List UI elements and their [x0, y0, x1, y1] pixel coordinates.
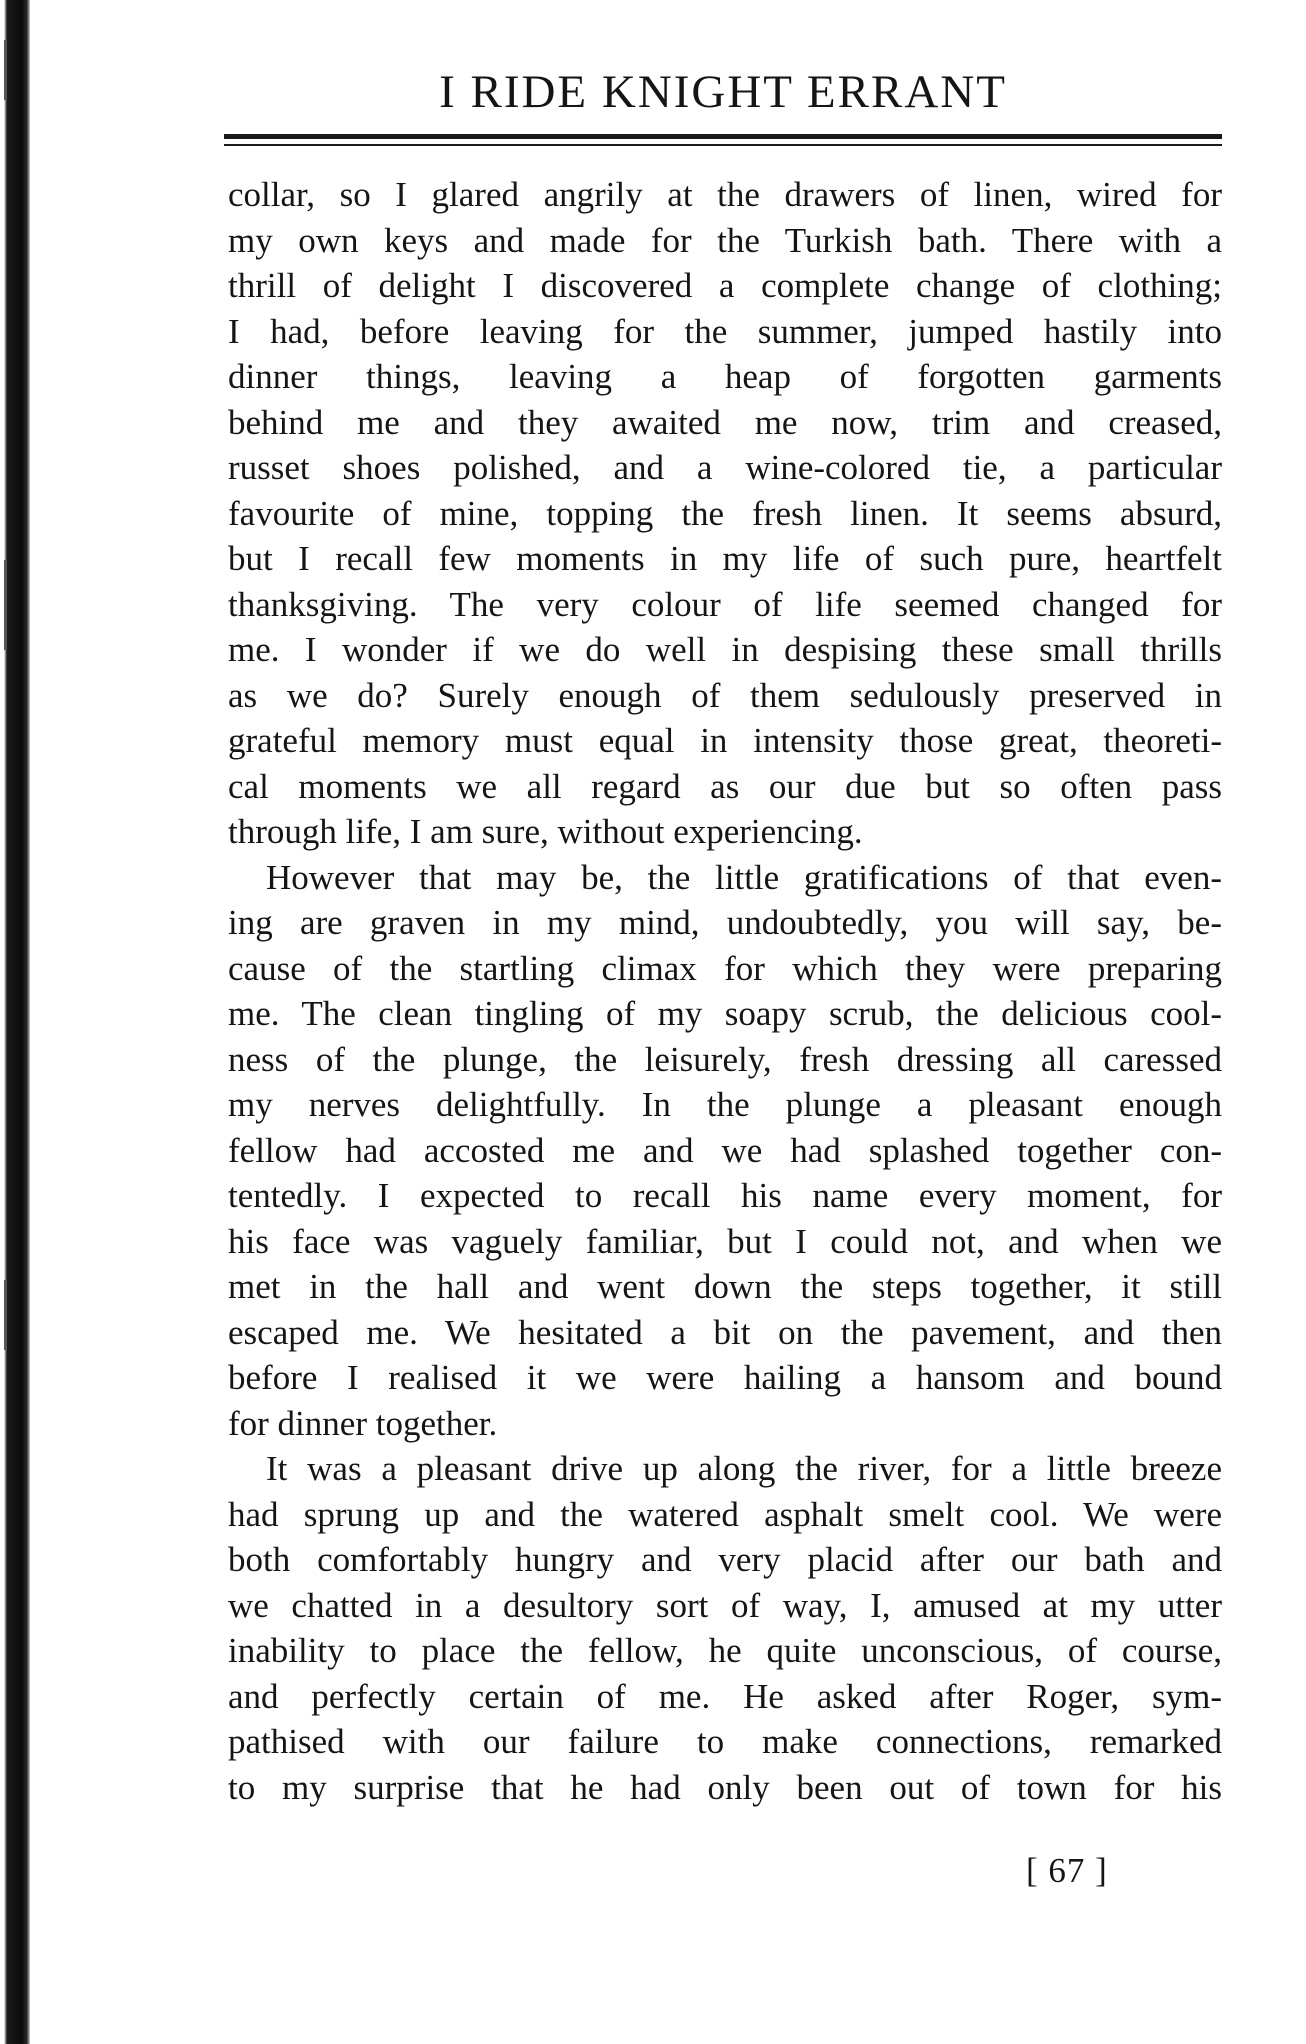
text-line: as we do? Surely enough of them sedulously preserved in: [228, 675, 1222, 715]
text-line: ness of the plunge, the leisurely, fresh dressing all caressed: [228, 1039, 1222, 1079]
scan-fleck: [4, 1280, 7, 1350]
text-line: russet shoes polished, and a wine-colored tie, a particular: [228, 448, 1222, 487]
text-line: my own keys and made for the Turkish bath. There with a: [228, 220, 1222, 260]
text-line: met in the hall and went down the steps together, it still: [228, 1267, 1222, 1306]
body-text: [228, 172, 1222, 1810]
text-line: thrill of delight I discovered a complete change of clothing;: [228, 266, 1222, 305]
paragraph-end-line: through life, I am sure, without experiencing.: [228, 812, 863, 851]
text-line: his face was vaguely familiar, but I could not, and when we: [228, 1221, 1222, 1261]
paragraph-end-line: for dinner together.: [228, 1403, 498, 1443]
text-line: ing are graven in my mind, undoubtedly, you will say, be-: [228, 903, 1222, 942]
text-line: me. The clean tingling of my soapy scrub, the delicious cool-: [228, 994, 1222, 1033]
text-line: had sprung up and the watered asphalt smelt cool. We were: [228, 1494, 1222, 1534]
paragraph-first-line: However that may be, the little gratifications of that even-: [266, 857, 1222, 897]
text-line: inability to place the fellow, he quite unconscious, of course,: [228, 1631, 1222, 1670]
text-line: thanksgiving. The very colour of life seemed changed for: [228, 584, 1222, 624]
text-line: both comfortably hungry and very placid after our bath and: [228, 1540, 1222, 1579]
text-line: my nerves delightfully. In the plunge a pleasant enough: [228, 1085, 1222, 1124]
text-line: behind me and they awaited me now, trim and creased,: [228, 402, 1222, 442]
text-line: and perfectly certain of me. He asked after Roger, sym-: [228, 1676, 1222, 1716]
text-line: escaped me. We hesitated a bit on the pavement, and then: [228, 1312, 1222, 1352]
text-line: to my surprise that he had only been out of town for his: [228, 1767, 1222, 1807]
paragraph-first-line: It was a pleasant drive up along the river, for a little breeze: [266, 1449, 1222, 1488]
text-line: fellow had accosted me and we had splashed together con-: [228, 1130, 1222, 1170]
text-line: dinner things, leaving a heap of forgotten garments: [228, 357, 1222, 396]
book-spine-shadow: [0, 0, 30, 2044]
text-line: I had, before leaving for the summer, jumped hastily into: [228, 311, 1222, 351]
text-line: collar, so I glared angrily at the drawers of linen, wired for: [228, 175, 1222, 214]
text-line: before I realised it we were hailing a hansom and bound: [228, 1358, 1222, 1397]
running-head: I RIDE KNIGHT ERRANT: [439, 66, 1007, 118]
scan-fleck: [4, 560, 7, 650]
header-rule-thin: [224, 144, 1222, 146]
text-line: me. I wonder if we do well in despising these small thrills: [228, 630, 1222, 669]
text-line: we chatted in a desultory sort of way, I, amused at my utter: [228, 1585, 1222, 1625]
header-rule-thick: [224, 134, 1222, 139]
text-line: grateful memory must equal in intensity those great, theoreti-: [228, 721, 1222, 760]
scan-fleck: [4, 40, 7, 100]
page-number: [ 67 ]: [1026, 1851, 1108, 1890]
text-line: tentedly. I expected to recall his name every moment, for: [228, 1176, 1222, 1215]
text-line: cause of the startling climax for which they were preparing: [228, 948, 1222, 988]
text-line: cal moments we all regard as our due but so often pass: [228, 766, 1222, 806]
text-line: favourite of mine, topping the fresh linen. It seems absurd,: [228, 493, 1222, 533]
text-line: but I recall few moments in my life of such pure, heartfelt: [228, 539, 1222, 578]
text-line: pathised with our failure to make connections, remarked: [228, 1722, 1222, 1761]
